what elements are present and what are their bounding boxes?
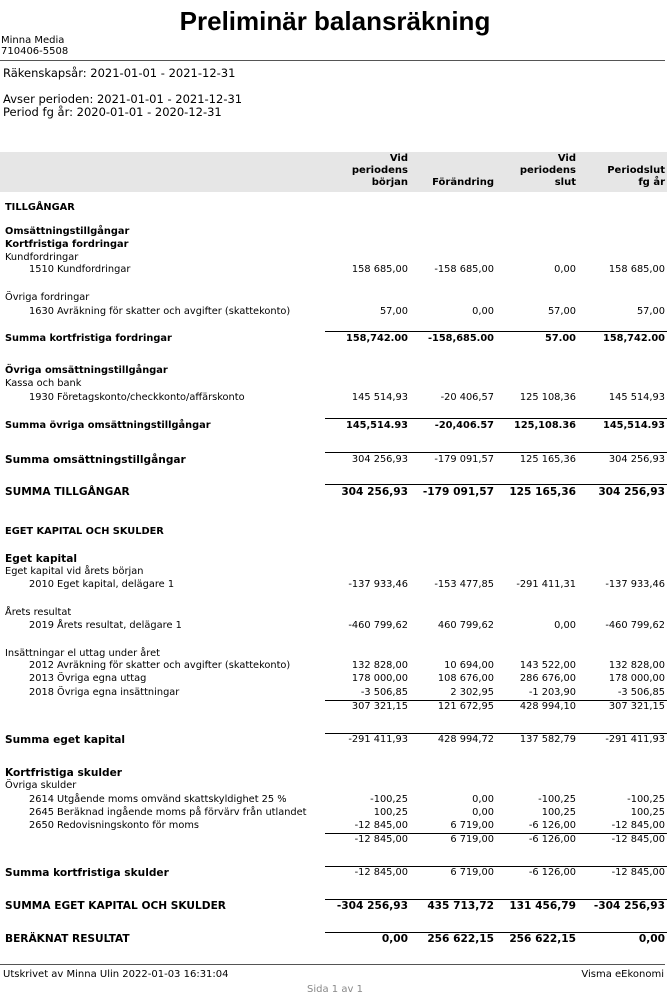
row-value: 131 456,79 bbox=[509, 900, 576, 912]
row-value: 435 713,72 bbox=[427, 900, 494, 912]
row-value: 57,00 bbox=[547, 306, 576, 317]
row-value: 0,00 bbox=[638, 933, 665, 945]
printed-by: Utskrivet av Minna Ulin 2022-01-03 16:31:04 bbox=[3, 969, 229, 980]
footer-divider bbox=[0, 964, 665, 965]
row-value: 145,514.93 bbox=[346, 420, 408, 431]
row-label: Insättningar el uttag under året bbox=[5, 648, 160, 659]
row-value: 121 672,95 bbox=[437, 701, 494, 712]
row-value: 137 582,79 bbox=[519, 734, 576, 745]
row-value: 304 256,93 bbox=[598, 486, 665, 498]
row-label: Summa kortfristiga fordringar bbox=[5, 333, 172, 344]
row-label: SUMMA EGET KAPITAL OCH SKULDER bbox=[5, 900, 226, 912]
row-value: -291 411,93 bbox=[605, 734, 665, 745]
company-orgnr: 710406-5508 bbox=[1, 46, 69, 57]
row-label: TILLGÅNGAR bbox=[5, 202, 75, 213]
row-value: 6 719,00 bbox=[450, 834, 494, 845]
row-value: 460 799,62 bbox=[437, 620, 494, 631]
row-label: 2012 Avräkning för skatter och avgifter (skattekonto) bbox=[29, 660, 291, 671]
row-value: -6 126,00 bbox=[528, 834, 576, 845]
row-value: 256 622,15 bbox=[509, 933, 576, 945]
row-value: -20,406.57 bbox=[434, 420, 494, 431]
fiscal-year: Räkenskapsår: 2021-01-01 - 2021-12-31 bbox=[3, 66, 236, 80]
row-label: Kortfristiga fordringar bbox=[5, 239, 129, 250]
row-value: 307 321,15 bbox=[608, 701, 665, 712]
col-header-end: Vid periodens slut bbox=[519, 153, 576, 188]
row-value: -12 845,00 bbox=[611, 834, 665, 845]
page-title: Preliminär balansräkning bbox=[179, 6, 491, 36]
row-value: -100,25 bbox=[627, 794, 665, 805]
row-value: -1 203,90 bbox=[528, 687, 576, 698]
row-value: 158 685,00 bbox=[608, 264, 665, 275]
sum-separator bbox=[325, 452, 667, 453]
row-value: -304 256,93 bbox=[336, 900, 408, 912]
row-value: 125 165,36 bbox=[519, 454, 576, 465]
row-value: 286 676,00 bbox=[519, 673, 576, 684]
row-value: -12 845,00 bbox=[354, 834, 408, 845]
row-label: 2614 Utgående moms omvänd skattskyldighet 25 % bbox=[29, 794, 287, 805]
row-value: 57,00 bbox=[379, 306, 408, 317]
row-value: -12 845,00 bbox=[611, 820, 665, 831]
row-value: -12 845,00 bbox=[354, 820, 408, 831]
row-value: 0,00 bbox=[472, 807, 494, 818]
row-value: 132 828,00 bbox=[351, 660, 408, 671]
row-value: -179 091,57 bbox=[434, 454, 494, 465]
row-label: Omsättningstillgångar bbox=[5, 226, 130, 237]
row-label: 2013 Övriga egna uttag bbox=[29, 673, 147, 684]
row-label: 1510 Kundfordringar bbox=[29, 264, 131, 275]
row-value: 0,00 bbox=[472, 306, 494, 317]
row-value: -158 685,00 bbox=[434, 264, 494, 275]
row-label: 1930 Företagskonto/checkkonto/affärskonto bbox=[29, 392, 245, 403]
row-label: Summa övriga omsättningstillgångar bbox=[5, 420, 211, 431]
row-label: SUMMA TILLGÅNGAR bbox=[5, 486, 130, 498]
row-value: 57.00 bbox=[545, 333, 576, 344]
row-value: 158,742.00 bbox=[346, 333, 408, 344]
row-label: Övriga fordringar bbox=[5, 292, 90, 303]
row-value: 143 522,00 bbox=[519, 660, 576, 671]
row-label: 2645 Beräknad ingående moms på förvärv från utlandet bbox=[29, 807, 307, 818]
row-value: 178 000,00 bbox=[351, 673, 408, 684]
row-value: 100,25 bbox=[630, 807, 665, 818]
row-value: 6 719,00 bbox=[450, 820, 494, 831]
row-value: -3 506,85 bbox=[360, 687, 408, 698]
row-label: Summa kortfristiga skulder bbox=[5, 867, 169, 879]
row-label: Kortfristiga skulder bbox=[5, 767, 122, 779]
row-value: 125 108,36 bbox=[519, 392, 576, 403]
row-value: 0,00 bbox=[554, 264, 576, 275]
col-header-start: Vid periodens början bbox=[351, 153, 408, 188]
sum-separator bbox=[325, 331, 667, 332]
row-label: 2018 Övriga egna insättningar bbox=[29, 687, 180, 698]
row-label: Årets resultat bbox=[5, 607, 72, 618]
row-label: 1630 Avräkning för skatter och avgifter (skattekonto) bbox=[29, 306, 291, 317]
row-value: 304 256,93 bbox=[608, 454, 665, 465]
row-value: -12 845,00 bbox=[611, 867, 665, 878]
company-name: Minna Media bbox=[1, 35, 65, 46]
row-value: -12 845,00 bbox=[354, 867, 408, 878]
row-value: -20 406,57 bbox=[440, 392, 494, 403]
header-divider bbox=[0, 60, 665, 61]
row-value: -100,25 bbox=[370, 794, 408, 805]
row-value: -137 933,46 bbox=[605, 579, 665, 590]
row-value: 158,742.00 bbox=[603, 333, 665, 344]
row-label: EGET KAPITAL OCH SKULDER bbox=[5, 526, 164, 537]
row-value: 256 622,15 bbox=[427, 933, 494, 945]
row-value: 0,00 bbox=[554, 620, 576, 631]
row-value: -153 477,85 bbox=[434, 579, 494, 590]
row-value: 307 321,15 bbox=[351, 701, 408, 712]
row-value: 132 828,00 bbox=[608, 660, 665, 671]
row-value: 6 719,00 bbox=[450, 867, 494, 878]
row-value: 10 694,00 bbox=[444, 660, 494, 671]
col-header-prev-year: Periodslut fg år bbox=[607, 165, 665, 188]
row-value: 428 994,72 bbox=[437, 734, 494, 745]
row-value: 0,00 bbox=[472, 794, 494, 805]
software-name: Visma eEkonomi bbox=[581, 969, 664, 980]
row-value: -100,25 bbox=[538, 794, 576, 805]
row-value: 125,108.36 bbox=[514, 420, 576, 431]
row-value: 145 514,93 bbox=[608, 392, 665, 403]
row-value: 2 302,95 bbox=[450, 687, 494, 698]
row-label: 2019 Årets resultat, delägare 1 bbox=[29, 620, 182, 631]
row-value: -6 126,00 bbox=[528, 820, 576, 831]
row-value: 100,25 bbox=[373, 807, 408, 818]
row-label: Kassa och bank bbox=[5, 378, 82, 389]
row-label: 2010 Eget kapital, delägare 1 bbox=[29, 579, 175, 590]
row-value: -137 933,46 bbox=[348, 579, 408, 590]
column-header bbox=[0, 152, 667, 192]
row-label: Eget kapital vid årets början bbox=[5, 566, 144, 577]
row-label: Övriga omsättningstillgångar bbox=[5, 365, 168, 376]
row-label: Kundfordringar bbox=[5, 252, 79, 263]
page-number: Sida 1 av 1 bbox=[307, 984, 363, 995]
row-value: 57,00 bbox=[636, 306, 665, 317]
row-value: -6 126,00 bbox=[528, 867, 576, 878]
row-value: -158,685.00 bbox=[427, 333, 494, 344]
row-value: -3 506,85 bbox=[617, 687, 665, 698]
row-value: 100,25 bbox=[541, 807, 576, 818]
row-label: Eget kapital bbox=[5, 553, 78, 565]
row-value: -291 411,31 bbox=[516, 579, 576, 590]
row-value: 145 514,93 bbox=[351, 392, 408, 403]
previous-period: Period fg år: 2020-01-01 - 2020-12-31 bbox=[3, 105, 222, 119]
row-value: -460 799,62 bbox=[348, 620, 408, 631]
row-value: 304 256,93 bbox=[351, 454, 408, 465]
sum-separator bbox=[325, 484, 667, 485]
row-value: 428 994,10 bbox=[519, 701, 576, 712]
row-value: 0,00 bbox=[381, 933, 408, 945]
sum-separator bbox=[325, 418, 667, 419]
row-label: Summa omsättningstillgångar bbox=[5, 454, 186, 466]
row-value: 125 165,36 bbox=[509, 486, 576, 498]
row-label: Summa eget kapital bbox=[5, 734, 126, 746]
report-period: Avser perioden: 2021-01-01 - 2021-12-31 bbox=[3, 92, 243, 106]
row-value: 158 685,00 bbox=[351, 264, 408, 275]
row-value: 178 000,00 bbox=[608, 673, 665, 684]
row-label: Övriga skulder bbox=[5, 780, 77, 791]
row-value: -291 411,93 bbox=[348, 734, 408, 745]
row-value: 145,514.93 bbox=[603, 420, 665, 431]
row-label: BERÄKNAT RESULTAT bbox=[5, 933, 130, 945]
col-header-change: Förändring bbox=[432, 177, 494, 188]
row-value: -179 091,57 bbox=[422, 486, 494, 498]
row-value: 108 676,00 bbox=[437, 673, 494, 684]
company-info bbox=[1, 35, 68, 57]
row-value: 304 256,93 bbox=[341, 486, 408, 498]
row-value: -304 256,93 bbox=[593, 900, 665, 912]
row-value: -460 799,62 bbox=[605, 620, 665, 631]
row-label: 2650 Redovisningskonto för moms bbox=[29, 820, 199, 831]
